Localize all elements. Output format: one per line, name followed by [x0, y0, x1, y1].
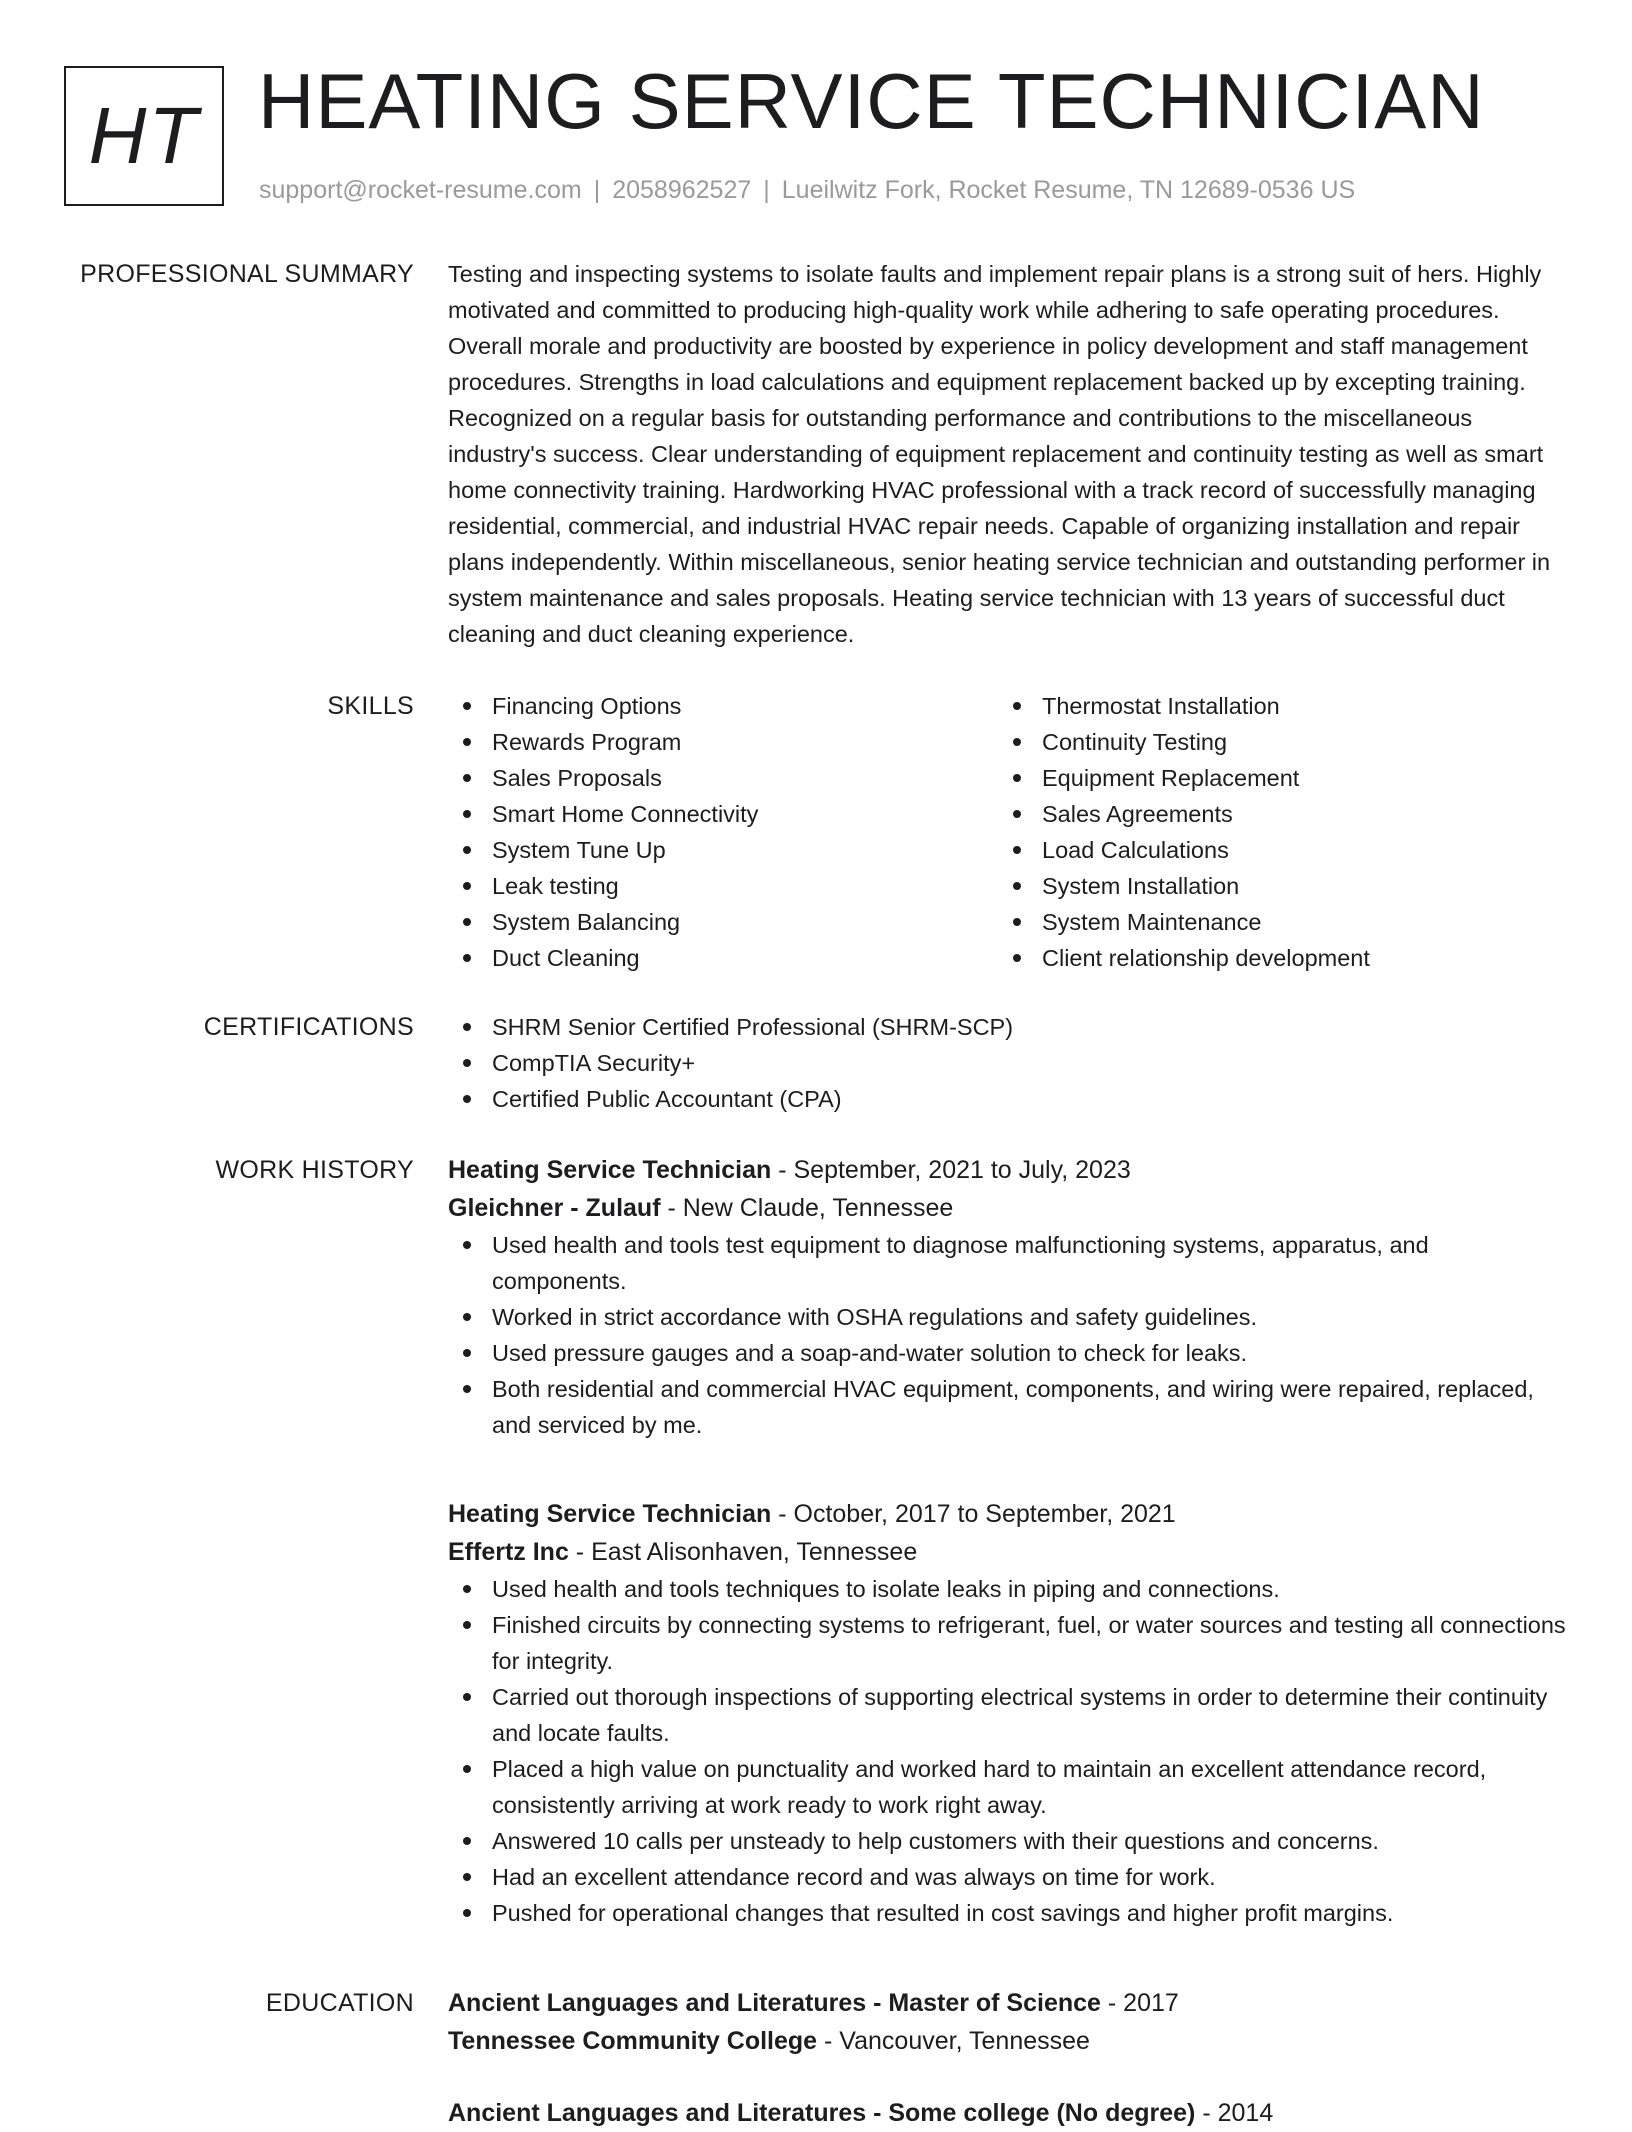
skill-item: Continuity Testing	[998, 724, 1548, 760]
education-degree-line	[448, 1984, 1566, 2022]
skill-item: Financing Options	[448, 688, 998, 724]
skill-item: Equipment Replacement	[998, 760, 1548, 796]
skill-item: System Installation	[998, 868, 1548, 904]
education-year: - 2014	[1195, 2099, 1274, 2127]
job-company-line	[448, 1533, 1566, 1571]
education-school-line	[448, 2022, 1566, 2060]
skill-item: Rewards Program	[448, 724, 998, 760]
summary-text: Testing and inspecting systems to isolate faults and implement repair plans is a strong suit of hers. Highly motivated and committed to producing high-quality work while adhering to safe operating procedures. Overall morale and productivity are boosted by experience in policy development and staff management procedures. Strengths in load calculations and equipment replacement backed up by excepting training. Recognized on a regular basis for outstanding performance and contributions to the miscellaneous industry's success. Clear understanding of equipment replacement and continuity testing as well as smart home connectivity training. Hardworking HVAC professional with a track record of successfully managing residential, commercial, and industrial HVAC repair needs. Capable of organizing installation and repair plans independently. Within miscellaneous, senior heating service technician and outstanding performer in system maintenance and sales proposals. Heating service technician with 13 years of successful duct cleaning and duct cleaning experience.	[448, 261, 1551, 647]
job-location: - East Alisonhaven, Tennessee	[568, 1538, 918, 1566]
work-history-section-2	[448, 1495, 1566, 1931]
job-bullet: Finished circuits by connecting systems to refrigerant, fuel, or water sources and testing all connections for integrity.	[448, 1607, 1566, 1679]
certification-item: Certified Public Accountant (CPA)	[448, 1081, 1566, 1117]
skill-item: System Tune Up	[448, 832, 998, 868]
summary-section	[448, 256, 1566, 652]
skills-column-2	[998, 688, 1548, 976]
certification-item: CompTIA Security+	[448, 1045, 1566, 1081]
job-title-line	[448, 1495, 1566, 1533]
job-bullet: Placed a high value on punctuality and worked hard to maintain an excellent attendance record, consistently arriving at work ready to work right away.	[448, 1751, 1566, 1823]
certifications-heading: CERTIFICATIONS	[203, 1013, 414, 1041]
skills-section	[448, 688, 1566, 976]
skill-item: Smart Home Connectivity	[448, 796, 998, 832]
education-year: - 2017	[1100, 1989, 1179, 2017]
job-bullet: Had an excellent attendance record and was always on time for work.	[448, 1859, 1566, 1895]
contact-phone[interactable]: 2058962527	[612, 176, 752, 204]
skill-item: System Balancing	[448, 904, 998, 940]
work-history-heading: WORK HISTORY	[215, 1156, 414, 1184]
education-school: Tennessee Community College	[448, 2027, 818, 2055]
skills-heading: SKILLS	[327, 692, 414, 720]
job-company: Gleichner - Zulauf	[448, 1194, 661, 1222]
skills-column-1	[448, 688, 998, 976]
job-title-line	[448, 1151, 1566, 1189]
job-title: Heating Service Technician	[448, 1156, 772, 1184]
education-section	[448, 1984, 1566, 2060]
contact-separator: |	[593, 176, 601, 204]
job-bullets	[448, 1571, 1566, 1931]
job-dates: - October, 2017 to September, 2021	[771, 1500, 1176, 1528]
skill-item: Duct Cleaning	[448, 940, 998, 976]
job-entry	[448, 1495, 1566, 1931]
resume-title: HEATING SERVICE TECHNICIAN	[258, 57, 1485, 145]
work-history-section	[448, 1151, 1566, 1443]
education-location: - Vancouver, Tennessee	[817, 2027, 1090, 2055]
job-location: - New Claude, Tennessee	[660, 1194, 954, 1222]
contact-email[interactable]: support@rocket-resume.com	[259, 176, 582, 204]
education-heading: EDUCATION	[265, 1989, 414, 2017]
contact-address: Lueilwitz Fork, Rocket Resume, TN 12689-0536 US	[781, 176, 1356, 204]
monogram-badge: HT	[64, 66, 224, 206]
skill-item: Sales Proposals	[448, 760, 998, 796]
job-company-line	[448, 1189, 1566, 1227]
job-bullets	[448, 1227, 1566, 1443]
job-bullet: Answered 10 calls per unsteady to help customers with their questions and concerns.	[448, 1823, 1566, 1859]
contact-line	[259, 172, 1355, 208]
job-bullet: Used pressure gauges and a soap-and-water solution to check for leaks.	[448, 1335, 1566, 1371]
education-section-2	[448, 2094, 1566, 2132]
job-company: Effertz Inc	[448, 1538, 569, 1566]
certification-item: SHRM Senior Certified Professional (SHRM-SCP)	[448, 1009, 1566, 1045]
education-degree: Ancient Languages and Literatures - Some college (No degree)	[448, 2099, 1196, 2127]
skill-item: Load Calculations	[998, 832, 1548, 868]
job-entry	[448, 1151, 1566, 1443]
job-bullet: Worked in strict accordance with OSHA regulations and safety guidelines.	[448, 1299, 1566, 1335]
summary-heading: PROFESSIONAL SUMMARY	[80, 260, 414, 288]
certifications-section	[448, 1009, 1566, 1117]
education-degree-line	[448, 2094, 1566, 2132]
contact-separator: |	[763, 176, 770, 204]
skill-item: System Maintenance	[998, 904, 1548, 940]
job-dates: - September, 2021 to July, 2023	[771, 1156, 1131, 1184]
education-degree: Ancient Languages and Literatures - Master of Science	[448, 1989, 1101, 2017]
job-bullet: Used health and tools techniques to isolate leaks in piping and connections.	[448, 1571, 1566, 1607]
skill-item: Leak testing	[448, 868, 998, 904]
job-bullet: Pushed for operational changes that resulted in cost savings and higher profit margins.	[448, 1895, 1566, 1931]
job-title: Heating Service Technician	[448, 1500, 772, 1528]
skill-item: Client relationship development	[998, 940, 1548, 976]
job-bullet: Carried out thorough inspections of supporting electrical systems in order to determine their continuity and locate faults.	[448, 1679, 1566, 1751]
skill-item: Thermostat Installation	[998, 688, 1548, 724]
skill-item: Sales Agreements	[998, 796, 1548, 832]
job-bullet: Used health and tools test equipment to diagnose malfunctioning systems, apparatus, and components.	[448, 1227, 1566, 1299]
job-bullet: Both residential and commercial HVAC equipment, components, and wiring were repaired, replaced, and serviced by me.	[448, 1371, 1566, 1443]
